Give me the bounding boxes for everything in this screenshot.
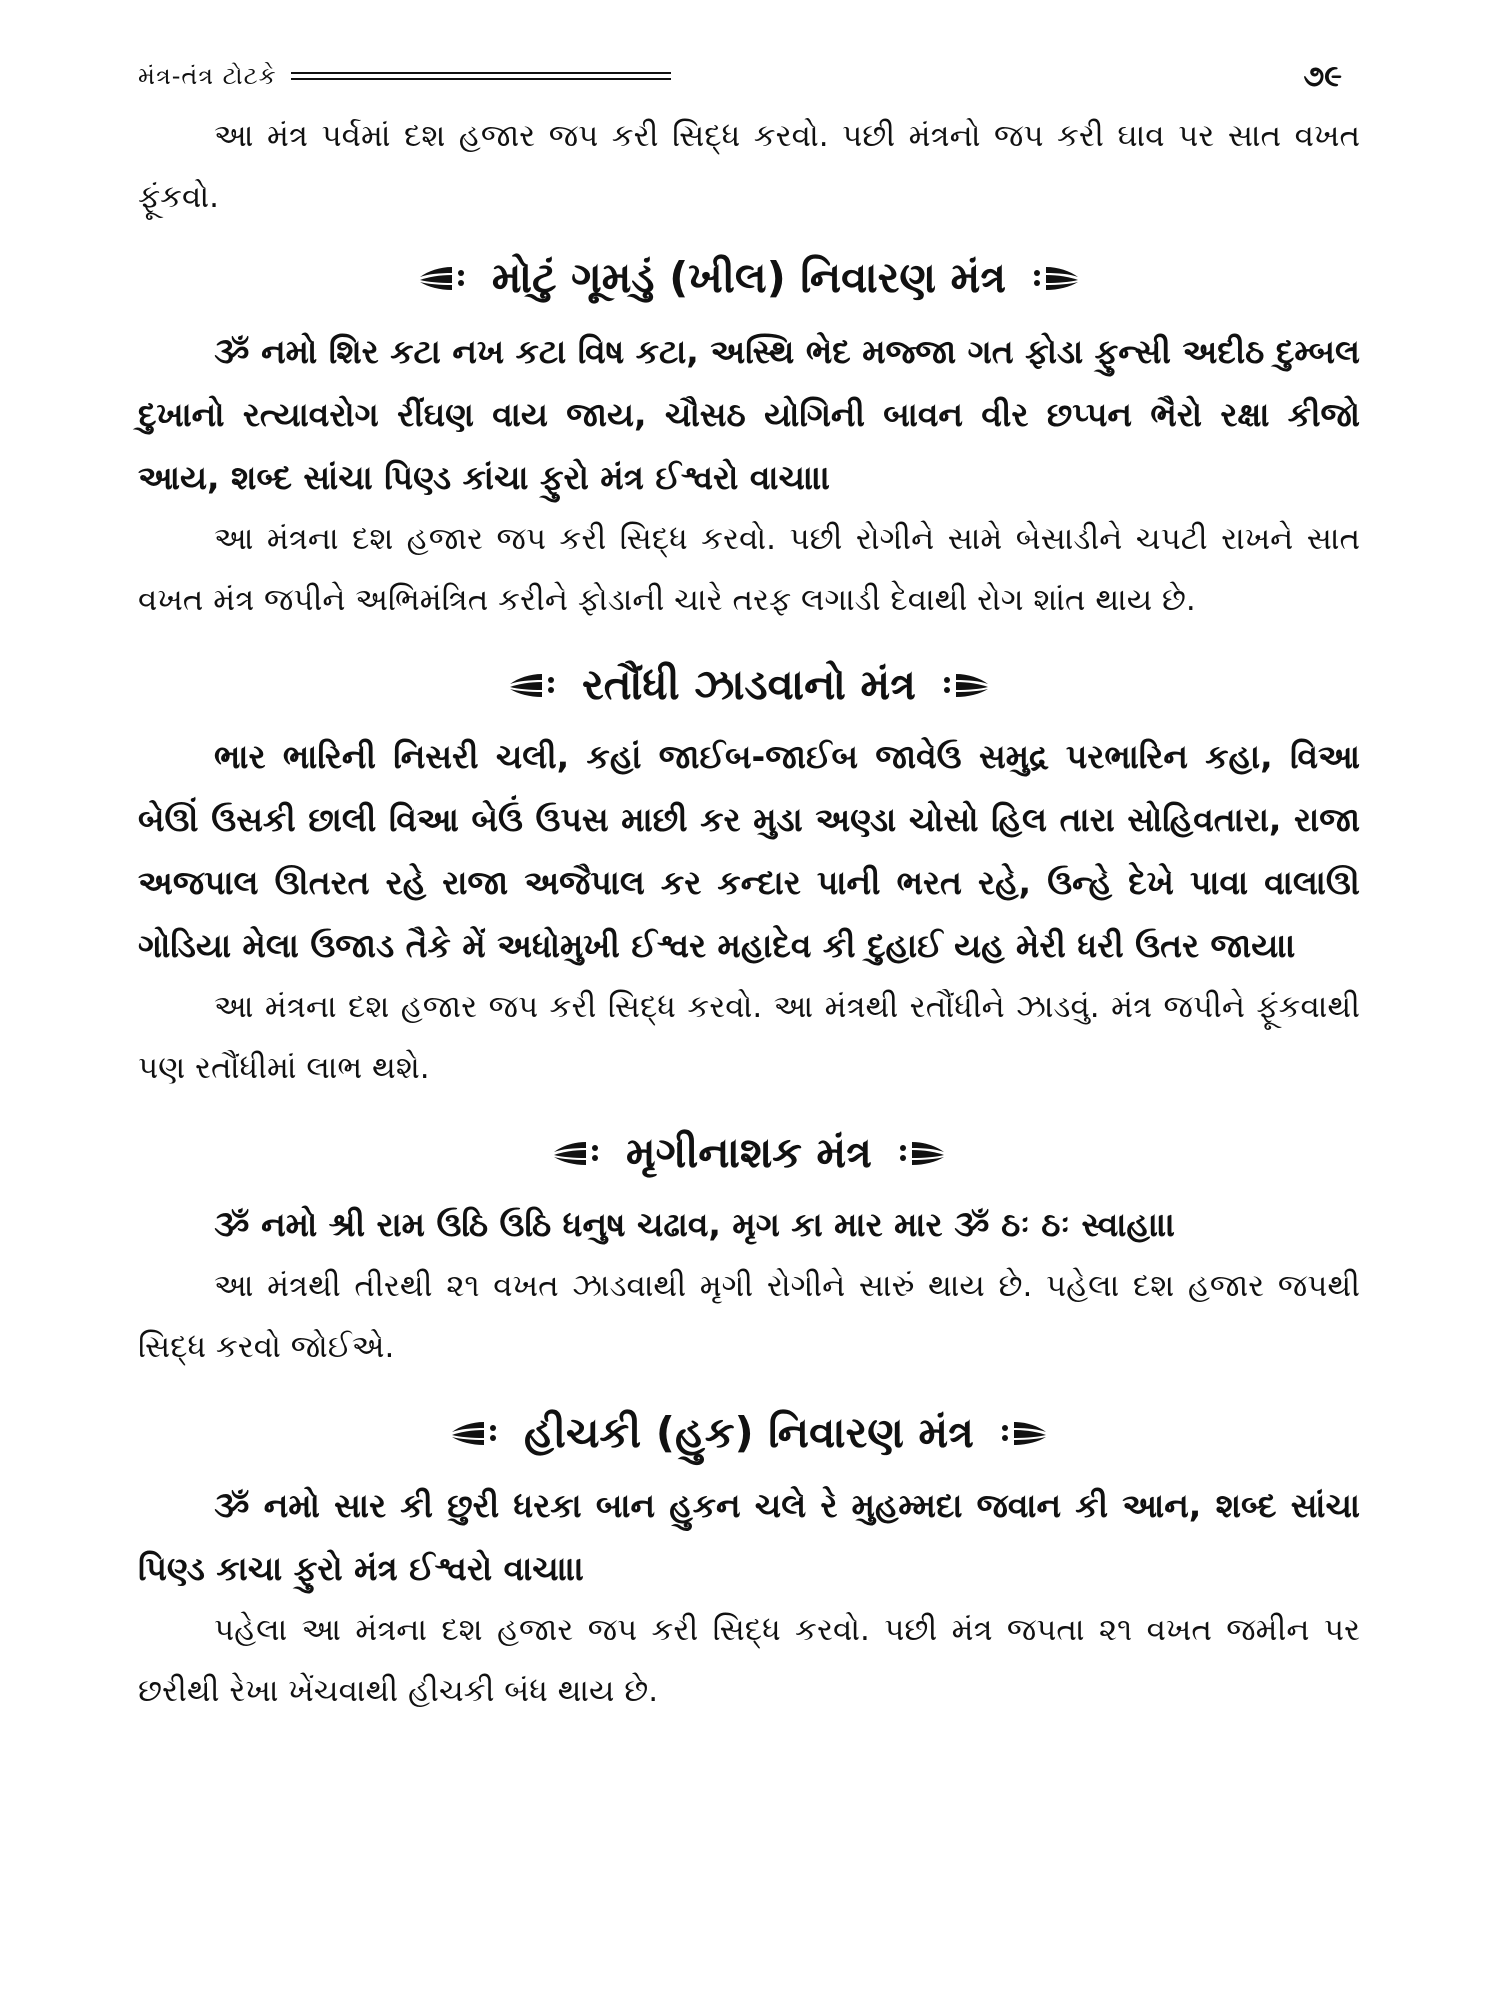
mantra-text: ભાર ભારિની નિસરી ચલી, કહાં જાઈબ-જાઈબ જાવેઉ સમુદ્ર પરભારિન કહા, વિઆ બેઊં ઉસકી છાલી વિઆ બેઉં ઉપસ માછી કર મુડા અણ્ડા ચોસો હિલ તારા સોહિવતારા, રાજા અજપાલ ઊતરત રહે રાજા અજૈપાલ કર કન્દાર પાની ભરત રહે, ઉન્હે દેખે પાવા વાલાઊ ગોડિયા મેલા ઉજાડ તૈકે મેં અધોમુખી ઈશ્વર મહાદેવ કી દુહાઈ યહ મેરી ધરી ઉતર જાય।।	[138, 737, 1360, 965]
left-ornament-icon	[418, 263, 470, 293]
right-ornament-icon	[938, 670, 990, 700]
mantra-text: ૐ નમો શ્રી રામ ઉઠિ ઉઠિ ધનુષ ચઢાવ, મૃગ કા માર માર ૐ ઠઃ ઠઃ સ્વાહા।।	[214, 1205, 1176, 1244]
left-ornament-icon	[508, 670, 560, 700]
instruction-paragraph: આ મંત્રથી તીરથી ૨૧ વખત ઝાડવાથી મૃગી રોગીને સારું થાય છે. પહેલા દશ હજાર જપથી સિદ્ધ કરવો જોઈએ.	[138, 1268, 1360, 1365]
instruction-paragraph: આ મંત્રના દશ હજાર જપ કરી સિદ્ધ કરવો. પછી રોગીને સામે બેસાડીને ચપટી રાખને સાત વખત મંત્ર જપીને અભિમંત્રિત કરીને ફોડાની ચારે તરફ લગાડી દેવાથી રોગ શાંત થાય છે.	[138, 521, 1360, 618]
header-double-rule	[291, 72, 671, 80]
book-title: મંત્ર-તંત્ર ટોટકે	[138, 62, 277, 90]
instruction-paragraph: પહેલા આ મંત્રના દશ હજાર જપ કરી સિદ્ધ કરવો. પછી મંત્ર જપતા ૨૧ વખત જમીન પર છરીથી રેખા ખેંચવાથી હીચકી બંધ થાય છે.	[138, 1612, 1360, 1709]
section-heading-night-blindness	[138, 645, 1360, 725]
section-title: રતૌંધી ઝાડવાનો મંત્ર	[582, 660, 916, 709]
section-title: મૃગીનાશક મંત્ર	[625, 1128, 873, 1177]
right-ornament-icon	[996, 1418, 1048, 1448]
section-heading-hiccup	[138, 1392, 1360, 1474]
instruction-paragraph: આ મંત્રના દશ હજાર જપ કરી સિદ્ધ કરવો. આ મંત્રથી રતૌંધીને ઝાડવું. મંત્ર જપીને ફૂંકવાથી પણ રતૌંધીમાં લાભ થશે.	[138, 989, 1360, 1086]
section-heading-epilepsy	[138, 1113, 1360, 1193]
intro-paragraph: આ મંત્ર પર્વમાં દશ હજાર જપ કરી સિદ્ધ કરવો. પછી મંત્રનો જપ કરી ઘાવ પર સાત વખત ફૂંકવો.	[138, 118, 1360, 215]
book-page	[138, 48, 1360, 1722]
mantra-text: ૐ નમો સાર કી છુરી ધરકા બાન હુકન ચલે રે મુહમ્મદા જવાન કી આન, શબ્દ સાંચા પિણ્ડ કાચા ફુરો મંત્ર ઈશ્વરો વાચા।।	[138, 1486, 1360, 1588]
left-ornament-icon	[450, 1418, 502, 1448]
running-header	[138, 48, 1360, 104]
section-title: મોટું ગૂમડું (ખીલ) નિવારણ મંત્ર	[491, 253, 1007, 302]
page-number: ૭૯	[1303, 58, 1342, 94]
right-ornament-icon	[1028, 263, 1080, 293]
mantra-text: ૐ નમો શિર કટા નખ કટા વિષ કટા, અસ્થિ ભેદ મજ્જા ગત ફોડા ફુન્સી અદીઠ દુમ્બલ દુખાનો રત્યાવરોગ રીંઘણ વાય જાય, ચૌસઠ યોગિની બાવન વીર છપ્પન ભૈરો રક્ષા કીજો આય, શબ્દ સાંચા પિણ્ડ કાંચા ફુરો મંત્ર ઈશ્વરો વાચા।।	[138, 332, 1360, 497]
section-heading-boil	[138, 236, 1360, 320]
left-ornament-icon	[552, 1138, 604, 1168]
right-ornament-icon	[894, 1138, 946, 1168]
section-title: હીચકી (હુક) નિવારણ મંત્ર	[524, 1408, 974, 1457]
